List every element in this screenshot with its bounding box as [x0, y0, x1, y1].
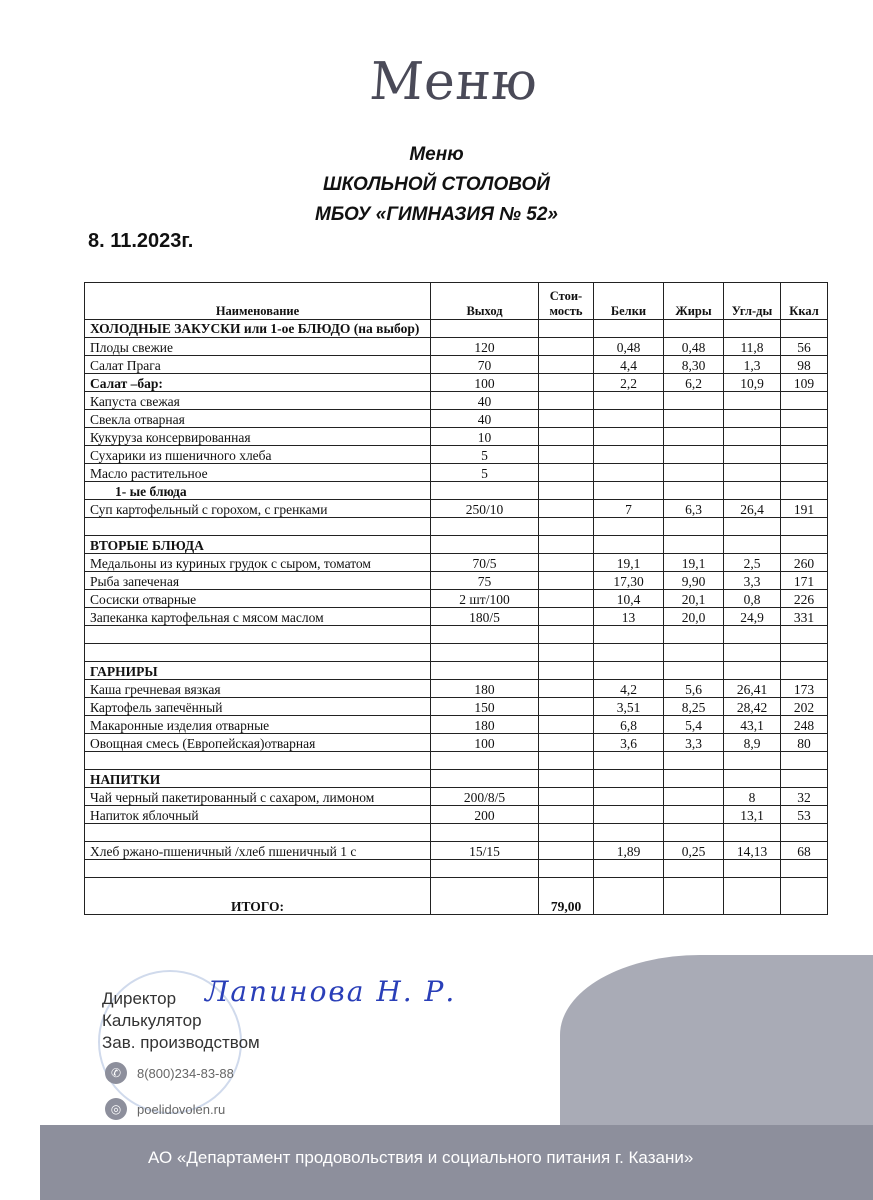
dish-value [431, 536, 539, 554]
dish-value [431, 770, 539, 788]
production-label: Зав. производством [102, 1033, 260, 1052]
dish-value [781, 320, 828, 338]
table-row [85, 392, 828, 410]
dish-value: 10,9 [724, 374, 781, 392]
dish-value [781, 770, 828, 788]
dish-value: 20,0 [664, 608, 724, 626]
dish-value [724, 320, 781, 338]
table-row [85, 338, 828, 356]
dish-value [781, 392, 828, 410]
dish-value: 26,41 [724, 680, 781, 698]
dish-value [594, 662, 664, 680]
dish-value: 1,3 [724, 356, 781, 374]
dish-name: ГАРНИРЫ [85, 662, 431, 680]
col-protein: Белки [594, 283, 664, 320]
dish-value [431, 824, 539, 842]
dish-value [431, 644, 539, 662]
dish-value [594, 752, 664, 770]
dish-value: 6,2 [664, 374, 724, 392]
dish-name: Сухарики из пшеничного хлеба [85, 446, 431, 464]
dish-value: 0,8 [724, 590, 781, 608]
dish-value [539, 536, 594, 554]
dish-value [664, 536, 724, 554]
handwritten-signature: Лапинова Н. Р. [205, 975, 457, 1008]
dish-value: 10 [431, 428, 539, 446]
dish-value: 8 [724, 788, 781, 806]
website-text: poelidovolen.ru [137, 1101, 226, 1117]
table-row [85, 410, 828, 428]
dish-value [724, 860, 781, 878]
globe-icon: ◎ [105, 1098, 127, 1120]
dish-value: 202 [781, 698, 828, 716]
table-row [85, 536, 828, 554]
dish-value [664, 320, 724, 338]
total-row [85, 878, 828, 915]
dish-name [85, 644, 431, 662]
dish-value [539, 788, 594, 806]
dish-value: 26,4 [724, 500, 781, 518]
dish-value [724, 536, 781, 554]
dish-value: 0,25 [664, 842, 724, 860]
dish-value [594, 806, 664, 824]
dish-value: 6,3 [664, 500, 724, 518]
dish-value: 75 [431, 572, 539, 590]
dish-value [664, 824, 724, 842]
dish-value: 100 [431, 734, 539, 752]
dish-name [85, 824, 431, 842]
dish-value [724, 428, 781, 446]
dish-name: Салат –бар: [85, 374, 431, 392]
table-row [85, 320, 828, 338]
dish-name [85, 626, 431, 644]
dish-value [539, 770, 594, 788]
col-cost: Стои-мость [539, 283, 594, 320]
dish-value [431, 752, 539, 770]
phone-icon: ✆ [105, 1062, 127, 1084]
dish-value: 109 [781, 374, 828, 392]
table-row [85, 428, 828, 446]
dish-value [539, 374, 594, 392]
dish-value: 180/5 [431, 608, 539, 626]
table-row [85, 356, 828, 374]
dish-value [431, 626, 539, 644]
dish-value: 5,4 [664, 716, 724, 734]
phone-text: 8(800)234-83-88 [137, 1065, 234, 1081]
table-row [85, 446, 828, 464]
table-row [85, 860, 828, 878]
dish-value [431, 320, 539, 338]
table-row [85, 482, 828, 500]
table-row [85, 788, 828, 806]
dish-value [431, 518, 539, 536]
dish-value [539, 734, 594, 752]
dish-value: 150 [431, 698, 539, 716]
dish-value [781, 536, 828, 554]
table-row [85, 374, 828, 392]
dish-value: 19,1 [664, 554, 724, 572]
dish-value [539, 554, 594, 572]
dish-name [85, 752, 431, 770]
dish-value [539, 662, 594, 680]
dish-value [664, 464, 724, 482]
dish-value [781, 824, 828, 842]
dish-value: 0,48 [594, 338, 664, 356]
dish-value [664, 788, 724, 806]
dish-value [431, 662, 539, 680]
col-name: Наименование [85, 283, 431, 320]
dish-value [594, 626, 664, 644]
dish-value [539, 482, 594, 500]
dish-value: 3,51 [594, 698, 664, 716]
table-row [85, 500, 828, 518]
dish-value: 2,2 [594, 374, 664, 392]
dish-value [594, 536, 664, 554]
dish-name: Сосиски отварные [85, 590, 431, 608]
dish-value: 331 [781, 608, 828, 626]
dish-value [781, 662, 828, 680]
dish-value [539, 824, 594, 842]
director-label: Директор [102, 989, 177, 1008]
menu-table [84, 282, 828, 915]
table-row [85, 608, 828, 626]
dish-value [594, 464, 664, 482]
dish-value: 40 [431, 410, 539, 428]
dish-name: Чай черный пакетированный с сахаром, лимоном [85, 788, 431, 806]
dish-value: 248 [781, 716, 828, 734]
dish-name: Картофель запечённый [85, 698, 431, 716]
dish-value: 20,1 [664, 590, 724, 608]
dish-value: 13,1 [724, 806, 781, 824]
contact-phone [105, 1062, 234, 1084]
dish-value: 9,90 [664, 572, 724, 590]
dish-value [724, 464, 781, 482]
dish-value [539, 392, 594, 410]
dish-value: 0,48 [664, 338, 724, 356]
dish-value: 70/5 [431, 554, 539, 572]
dish-value [539, 320, 594, 338]
calculator-label: Калькулятор [102, 1011, 202, 1030]
dish-value [664, 770, 724, 788]
dish-value: 200 [431, 806, 539, 824]
dish-value: 4,4 [594, 356, 664, 374]
dish-value [539, 752, 594, 770]
dish-name: Салат Прага [85, 356, 431, 374]
dish-value [539, 806, 594, 824]
col-carbs: Угл-ды [724, 283, 781, 320]
dish-value [781, 860, 828, 878]
dish-name: Напиток яблочный [85, 806, 431, 824]
dish-value [664, 392, 724, 410]
dish-value [594, 518, 664, 536]
dish-name [85, 518, 431, 536]
dish-value [664, 626, 724, 644]
dish-value: 8,9 [724, 734, 781, 752]
dish-name: Кукуруза консервированная [85, 428, 431, 446]
dish-value: 15/15 [431, 842, 539, 860]
dish-name: Капуста свежая [85, 392, 431, 410]
dish-value [539, 698, 594, 716]
dish-value: 10,4 [594, 590, 664, 608]
dish-name: ХОЛОДНЫЕ ЗАКУСКИ или 1-ое БЛЮДО (на выбор) [85, 320, 431, 338]
dish-name: Масло растительное [85, 464, 431, 482]
dish-name: НАПИТКИ [85, 770, 431, 788]
dish-value: 200/8/5 [431, 788, 539, 806]
dish-value [724, 770, 781, 788]
dish-value: 40 [431, 392, 539, 410]
dish-value: 120 [431, 338, 539, 356]
dish-value [539, 644, 594, 662]
dish-value: 173 [781, 680, 828, 698]
document-header [0, 140, 873, 230]
dish-value [664, 860, 724, 878]
dish-value [539, 428, 594, 446]
dish-name: Свекла отварная [85, 410, 431, 428]
table-row [85, 734, 828, 752]
dish-value [594, 446, 664, 464]
col-kcal: Ккал [781, 283, 828, 320]
dish-value: 180 [431, 680, 539, 698]
table-row [85, 806, 828, 824]
dish-value [594, 410, 664, 428]
dish-value [664, 482, 724, 500]
dish-value: 11,8 [724, 338, 781, 356]
dish-value: 7 [594, 500, 664, 518]
dish-value [594, 392, 664, 410]
table-row [85, 842, 828, 860]
dish-value: 5,6 [664, 680, 724, 698]
dish-value: 43,1 [724, 716, 781, 734]
dish-value [594, 824, 664, 842]
dish-value: 5 [431, 446, 539, 464]
dish-value: 19,1 [594, 554, 664, 572]
dish-value [781, 410, 828, 428]
footer-illustration [560, 955, 873, 1130]
col-fat: Жиры [664, 283, 724, 320]
dish-value: 191 [781, 500, 828, 518]
dish-name: Хлеб ржано-пшеничный /хлеб пшеничный 1 с [85, 842, 431, 860]
dish-value [539, 626, 594, 644]
dish-name: Запеканка картофельная с мясом маслом [85, 608, 431, 626]
table-row [85, 518, 828, 536]
dish-value: 80 [781, 734, 828, 752]
dish-value [781, 518, 828, 536]
dish-value: 3,6 [594, 734, 664, 752]
dish-value [594, 320, 664, 338]
table-row [85, 644, 828, 662]
dish-name: Каша гречневая вязкая [85, 680, 431, 698]
dish-value: 17,30 [594, 572, 664, 590]
dish-value: 8,30 [664, 356, 724, 374]
dish-value [781, 464, 828, 482]
dish-value: 70 [431, 356, 539, 374]
dish-value: 8,25 [664, 698, 724, 716]
dish-value [539, 518, 594, 536]
dish-value [781, 446, 828, 464]
dish-value: 5 [431, 464, 539, 482]
dish-value: 171 [781, 572, 828, 590]
dish-value [664, 806, 724, 824]
dish-value [724, 752, 781, 770]
dish-value: 68 [781, 842, 828, 860]
dish-value [664, 518, 724, 536]
dish-value [594, 788, 664, 806]
dish-value [539, 500, 594, 518]
dish-value: 100 [431, 374, 539, 392]
dish-value [781, 428, 828, 446]
dish-value: 4,2 [594, 680, 664, 698]
dish-name: Плоды свежие [85, 338, 431, 356]
footer-text: АО «Департамент продовольствия и социального питания г. Казани» [148, 1148, 694, 1167]
dish-value [724, 518, 781, 536]
dish-value [664, 752, 724, 770]
dish-value: 13 [594, 608, 664, 626]
dish-value [724, 410, 781, 428]
dish-value [594, 428, 664, 446]
dish-value [539, 842, 594, 860]
dish-value: 24,9 [724, 608, 781, 626]
dish-value [539, 608, 594, 626]
dish-value: 6,8 [594, 716, 664, 734]
table-row [85, 590, 828, 608]
table-row [85, 752, 828, 770]
contact-website [105, 1098, 225, 1120]
dish-value [539, 464, 594, 482]
dish-value [539, 716, 594, 734]
dish-value [724, 824, 781, 842]
table-row [85, 824, 828, 842]
header-line2: ШКОЛЬНОЙ СТОЛОВОЙ [323, 174, 550, 195]
dish-name: 1- ые блюда [85, 482, 431, 500]
dish-name: Макаронные изделия отварные [85, 716, 431, 734]
dish-value [594, 860, 664, 878]
dish-value [781, 482, 828, 500]
table-row [85, 698, 828, 716]
table-row [85, 680, 828, 698]
dish-value: 226 [781, 590, 828, 608]
table-row [85, 716, 828, 734]
dish-value [594, 482, 664, 500]
table-row [85, 554, 828, 572]
dish-value: 180 [431, 716, 539, 734]
dish-value: 28,42 [724, 698, 781, 716]
dish-value [539, 680, 594, 698]
dish-value: 3,3 [664, 734, 724, 752]
dish-value [431, 860, 539, 878]
dish-value [664, 662, 724, 680]
dish-name: Рыба запеченая [85, 572, 431, 590]
dish-value [781, 752, 828, 770]
dish-value: 56 [781, 338, 828, 356]
dish-value [724, 392, 781, 410]
col-output: Выход [431, 283, 539, 320]
total-label: ИТОГО: [85, 878, 431, 915]
dish-value [594, 770, 664, 788]
dish-value: 2,5 [724, 554, 781, 572]
dish-value [664, 428, 724, 446]
table-row [85, 626, 828, 644]
dish-value [594, 644, 664, 662]
dish-value [724, 644, 781, 662]
dish-value: 14,13 [724, 842, 781, 860]
dish-value [539, 356, 594, 374]
header-line3: МБОУ «ГИМНАЗИЯ № 52» [315, 204, 558, 225]
dish-value: 98 [781, 356, 828, 374]
dish-value: 2 шт/100 [431, 590, 539, 608]
dish-name: Овощная смесь (Европейская)отварная [85, 734, 431, 752]
total-value: 79,00 [539, 878, 594, 915]
handwritten-title: Меню [367, 52, 541, 112]
table-row [85, 572, 828, 590]
dish-value [724, 662, 781, 680]
dish-value: 250/10 [431, 500, 539, 518]
dish-name: Медальоны из куриных грудок с сыром, томатом [85, 554, 431, 572]
table-row [85, 464, 828, 482]
dish-value [724, 482, 781, 500]
dish-value: 3,3 [724, 572, 781, 590]
dish-value [539, 860, 594, 878]
dish-value [664, 410, 724, 428]
dish-value [539, 446, 594, 464]
dish-value [539, 338, 594, 356]
dish-value [781, 626, 828, 644]
dish-value: 32 [781, 788, 828, 806]
menu-date: 8. 11.2023г. [88, 230, 194, 252]
table-header-row [85, 283, 828, 320]
dish-value [539, 572, 594, 590]
dish-value [664, 446, 724, 464]
table-row [85, 662, 828, 680]
dish-value [781, 644, 828, 662]
dish-name [85, 860, 431, 878]
dish-name: Суп картофельный с горохом, с гренками [85, 500, 431, 518]
dish-value: 1,89 [594, 842, 664, 860]
dish-value: 53 [781, 806, 828, 824]
dish-value [724, 446, 781, 464]
dish-value [724, 626, 781, 644]
dish-name: ВТОРЫЕ БЛЮДА [85, 536, 431, 554]
dish-value [664, 644, 724, 662]
dish-value [539, 590, 594, 608]
table-row [85, 770, 828, 788]
dish-value [431, 482, 539, 500]
header-line1: Меню [409, 144, 464, 165]
dish-value: 260 [781, 554, 828, 572]
dish-value [539, 410, 594, 428]
